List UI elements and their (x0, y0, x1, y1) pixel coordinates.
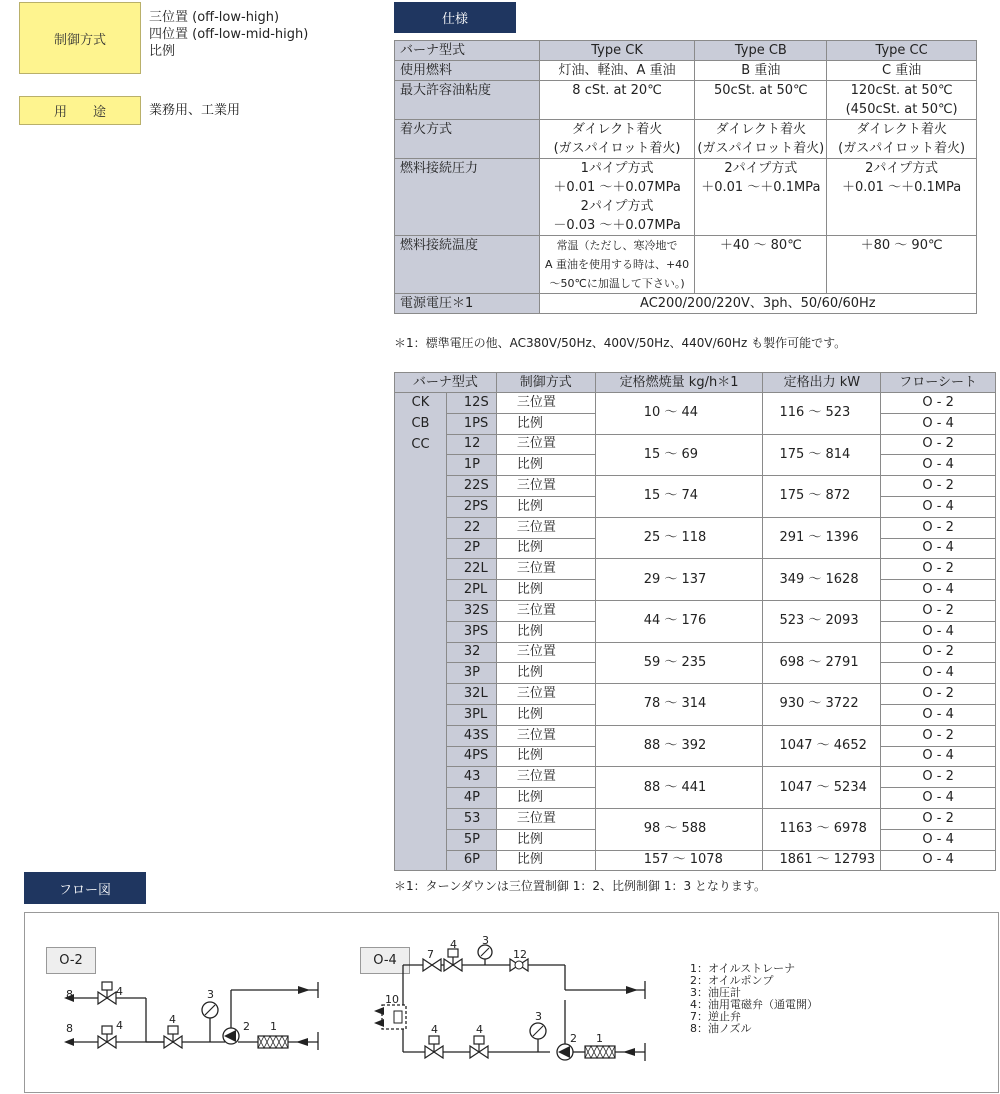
model-row (395, 517, 996, 538)
model-flowsheet: O - 4 (881, 704, 996, 725)
spec-cell (539, 159, 695, 236)
model-row (395, 434, 996, 455)
spec-col-header: バーナ型式 (395, 41, 540, 61)
model-flowsheet: O - 4 (881, 663, 996, 684)
model-code: 5P (446, 829, 496, 850)
model-code: 3P (446, 663, 496, 684)
model-control: 三位置 (496, 725, 595, 746)
flow-diagram-o4 (370, 934, 670, 1070)
control-option: 比例 (149, 44, 176, 59)
model-family-cell (395, 393, 447, 871)
model-flowsheet: O - 4 (881, 538, 996, 559)
control-option: 三位置 (off-low-high) (149, 10, 280, 25)
model-control: 三位置 (496, 476, 595, 497)
model-range: 25 ～ 118 (595, 517, 763, 559)
model-range: 15 ～ 69 (595, 434, 763, 476)
spec-footnote: ＊1：標準電圧の他、AC380V/50Hz、400V/50Hz、440V/60Hz も製作可能です。 (394, 336, 847, 350)
model-code: 22L (446, 559, 496, 580)
legend-item: 7：逆止弁 (690, 1010, 741, 1023)
model-control: 三位置 (496, 393, 595, 414)
model-family: CB (411, 415, 430, 431)
model-output: 1047 ～ 4652 (763, 725, 881, 767)
o2-label: 4 (169, 1013, 176, 1026)
spec-row (395, 159, 977, 236)
model-range: 44 ～ 176 (595, 600, 763, 642)
model-output: 930 ～ 3722 (763, 684, 881, 726)
model-control: 比例 (496, 663, 595, 684)
model-row (395, 393, 996, 414)
model-footnote: ＊1：ターンダウンは三位置制御 1：2、比例制御 1：3 となります。 (394, 879, 766, 893)
model-row (395, 684, 996, 705)
model-col-header: 定格燃焼量 kg/h＊1 (595, 373, 763, 393)
model-range: 88 ～ 441 (595, 767, 763, 809)
spec-cell-line: ～50℃に加温して下さい。) (549, 277, 685, 290)
spec-table (394, 40, 977, 314)
spec-col-header: Type CK (539, 41, 695, 61)
model-range: 157 ～ 1078 (595, 850, 763, 871)
spec-row (395, 120, 977, 159)
model-row (395, 476, 996, 497)
model-code: 2PS (446, 496, 496, 517)
spec-cell-line: (ガスパイロット着火) (838, 141, 966, 156)
o4-label: 3 (482, 934, 489, 947)
spec-cell-line: A 重油を使用する時は、+40 (544, 258, 690, 271)
model-output: 116 ～ 523 (763, 393, 881, 435)
model-flowsheet: O - 2 (881, 725, 996, 746)
model-flowsheet: O - 2 (881, 559, 996, 580)
spec-cell (539, 61, 695, 81)
spec-row-label: 燃料接続圧力 (395, 159, 540, 236)
spec-cell-line: ダイレクト着火 (715, 122, 807, 137)
diagram-tag-o2: O-2 (46, 947, 96, 974)
model-code: 32L (446, 684, 496, 705)
spec-cell (539, 120, 695, 159)
model-control: 比例 (496, 538, 595, 559)
model-flowsheet: O - 2 (881, 808, 996, 829)
spec-cell-line: C 重油 (882, 63, 922, 78)
model-range: 98 ～ 588 (595, 808, 763, 850)
o4-label: 4 (431, 1023, 438, 1036)
spec-row-label: 電源電圧＊1 (395, 294, 540, 314)
spec-col-header: Type CC (827, 41, 977, 61)
spec-voltage-value: AC200/200/220V、3ph、50/60/60Hz (539, 294, 976, 314)
o2-label: 1 (270, 1020, 277, 1033)
spec-cell-line: (450cSt. at 50℃) (845, 102, 958, 117)
spec-cell (827, 159, 977, 236)
model-code: 12 (446, 434, 496, 455)
model-range: 78 ～ 314 (595, 684, 763, 726)
model-control: 三位置 (496, 434, 595, 455)
spec-cell-line: ＋0.01 ～＋0.07MPa (553, 180, 681, 195)
model-output: 1861 ～ 12793 (763, 850, 881, 871)
o4-label: 4 (450, 938, 457, 951)
model-code: 1PS (446, 413, 496, 434)
spec-cell-line: ダイレクト着火 (571, 122, 663, 137)
flow-diagram-o2 (60, 970, 330, 1080)
model-code: 22 (446, 517, 496, 538)
o4-label: 3 (535, 1010, 542, 1023)
model-flowsheet: O - 4 (881, 829, 996, 850)
spec-cell-line: ＋80 ～ 90℃ (860, 238, 943, 253)
spec-cell-line: (ガスパイロット着火) (553, 141, 681, 156)
model-control: 比例 (496, 704, 595, 725)
model-control: 比例 (496, 580, 595, 601)
spec-cell (827, 61, 977, 81)
model-control: 比例 (496, 850, 595, 871)
model-code: 4PS (446, 746, 496, 767)
spec-row (395, 236, 977, 294)
model-control: 比例 (496, 413, 595, 434)
spec-cell (827, 236, 977, 294)
model-code: 4P (446, 788, 496, 809)
spec-cell-line: 常温（ただし、寒冷地で (556, 239, 678, 252)
model-code: 6P (446, 850, 496, 871)
o4-label: 12 (513, 948, 527, 961)
spec-cell (695, 159, 827, 236)
model-range: 59 ～ 235 (595, 642, 763, 684)
spec-row (395, 81, 977, 120)
model-range: 15 ～ 74 (595, 476, 763, 518)
model-table (394, 372, 996, 871)
flow-legend (690, 963, 818, 1035)
model-range: 29 ～ 137 (595, 559, 763, 601)
model-output: 1047 ～ 5234 (763, 767, 881, 809)
spec-cell-line: ＋40 ～ 80℃ (719, 238, 802, 253)
model-col-header: 制御方式 (496, 373, 595, 393)
model-flowsheet: O - 2 (881, 476, 996, 497)
model-flowsheet: O - 4 (881, 496, 996, 517)
usage-label: 用 途 (19, 96, 141, 125)
model-code: 32S (446, 600, 496, 621)
model-output: 175 ～ 814 (763, 434, 881, 476)
model-output: 291 ～ 1396 (763, 517, 881, 559)
o2-label: 2 (243, 1020, 250, 1033)
model-flowsheet: O - 4 (881, 746, 996, 767)
model-code: 53 (446, 808, 496, 829)
spec-cell-line: 2パイプ方式 (580, 199, 654, 214)
legend-item: 4：油用電磁弁（通電開） (690, 998, 818, 1011)
model-flowsheet: O - 2 (881, 600, 996, 621)
spec-col-header: Type CB (695, 41, 827, 61)
model-output: 349 ～ 1628 (763, 559, 881, 601)
model-row (395, 642, 996, 663)
spec-cell-line: 2パイプ方式 (724, 161, 798, 176)
o2-label: 8 (66, 1022, 73, 1035)
model-control: 三位置 (496, 600, 595, 621)
spec-cell-line: 灯油、軽油、A 重油 (558, 63, 676, 78)
spec-row-label: 使用燃料 (395, 61, 540, 81)
model-control: 三位置 (496, 808, 595, 829)
model-code: 3PS (446, 621, 496, 642)
model-flowsheet: O - 2 (881, 642, 996, 663)
model-control: 比例 (496, 496, 595, 517)
spec-row-label: 燃料接続温度 (395, 236, 540, 294)
model-code: 2PL (446, 580, 496, 601)
legend-item: 3：油圧計 (690, 986, 741, 999)
model-output: 1163 ～ 6978 (763, 808, 881, 850)
o4-label: 10 (385, 993, 399, 1006)
model-row (395, 725, 996, 746)
model-range: 88 ～ 392 (595, 725, 763, 767)
o2-label: 4 (116, 985, 123, 998)
model-flowsheet: O - 2 (881, 517, 996, 538)
spec-row-label: 最大許容油粘度 (395, 81, 540, 120)
spec-cell (695, 236, 827, 294)
spec-header-row (395, 41, 977, 61)
control-options (149, 9, 308, 60)
spec-cell-line: 8 cSt. at 20℃ (572, 83, 662, 98)
model-header-row (395, 373, 996, 393)
model-code: 32 (446, 642, 496, 663)
model-flowsheet: O - 2 (881, 767, 996, 788)
o4-label: 7 (427, 948, 434, 961)
spec-cell (539, 81, 695, 120)
model-code: 12S (446, 393, 496, 414)
spec-cell (695, 120, 827, 159)
model-col-header: バーナ型式 (395, 373, 497, 393)
spec-cell-line: (ガスパイロット着火) (697, 141, 825, 156)
legend-item: 1：オイルストレーナ (690, 962, 796, 975)
flow-header: フロー図 (24, 872, 146, 904)
model-flowsheet: O - 2 (881, 434, 996, 455)
spec-cell-line: 1パイプ方式 (580, 161, 654, 176)
spec-cell-line: 2パイプ方式 (865, 161, 939, 176)
diagram-tag-o4: O-4 (360, 947, 410, 974)
model-control: 比例 (496, 621, 595, 642)
model-row (395, 850, 996, 871)
spec-row (395, 61, 977, 81)
o2-label: 3 (207, 988, 214, 1001)
model-output: 175 ～ 872 (763, 476, 881, 518)
model-flowsheet: O - 4 (881, 621, 996, 642)
o2-label: 8 (66, 988, 73, 1001)
spec-header: 仕様 (394, 2, 516, 33)
spec-cell (695, 81, 827, 120)
model-control: 比例 (496, 455, 595, 476)
model-flowsheet: O - 2 (881, 393, 996, 414)
model-control: 比例 (496, 788, 595, 809)
model-row (395, 767, 996, 788)
spec-cell-line: ＋0.01 ～＋0.1MPa (842, 180, 962, 195)
model-output: 523 ～ 2093 (763, 600, 881, 642)
spec-row (395, 294, 977, 314)
spec-cell (827, 81, 977, 120)
spec-cell-line: －0.03 ～＋0.07MPa (553, 218, 681, 233)
model-control: 三位置 (496, 642, 595, 663)
model-family: CK (411, 395, 430, 410)
model-flowsheet: O - 4 (881, 850, 996, 871)
o4-label: 1 (596, 1032, 603, 1045)
spec-cell-line: ダイレクト着火 (856, 122, 947, 137)
model-family: CC (411, 436, 430, 452)
model-range: 10 ～ 44 (595, 393, 763, 435)
model-control: 比例 (496, 829, 595, 850)
o4-label: 2 (570, 1032, 577, 1045)
legend-item: 8：油ノズル (690, 1022, 752, 1035)
spec-cell (827, 120, 977, 159)
model-control: 三位置 (496, 559, 595, 580)
model-flowsheet: O - 4 (881, 788, 996, 809)
model-code: 43S (446, 725, 496, 746)
model-control: 三位置 (496, 684, 595, 705)
model-code: 1P (446, 455, 496, 476)
spec-cell-line: 120cSt. at 50℃ (850, 83, 953, 98)
o4-label: 4 (476, 1023, 483, 1036)
model-code: 3PL (446, 704, 496, 725)
model-flowsheet: O - 2 (881, 684, 996, 705)
model-control: 三位置 (496, 767, 595, 788)
model-code: 43 (446, 767, 496, 788)
spec-cell (695, 61, 827, 81)
legend-item: 2：オイルポンプ (690, 974, 774, 987)
model-code: 2P (446, 538, 496, 559)
control-label: 制御方式 (19, 2, 141, 74)
spec-cell (539, 236, 695, 294)
model-col-header: 定格出力 kW (763, 373, 881, 393)
model-output: 698 ～ 2791 (763, 642, 881, 684)
model-control: 比例 (496, 746, 595, 767)
model-flowsheet: O - 4 (881, 455, 996, 476)
spec-cell-line: B 重油 (741, 63, 781, 78)
spec-cell-line: ＋0.01 ～＋0.1MPa (701, 180, 821, 195)
model-row (395, 600, 996, 621)
spec-cell-line: 50cSt. at 50℃ (714, 83, 808, 98)
control-option: 四位置 (off-low-mid-high) (149, 27, 309, 42)
spec-row-label: 着火方式 (395, 120, 540, 159)
model-flowsheet: O - 4 (881, 413, 996, 434)
model-code: 22S (446, 476, 496, 497)
usage-text: 業務用、工業用 (149, 103, 241, 118)
model-flowsheet: O - 4 (881, 580, 996, 601)
model-row (395, 808, 996, 829)
o2-label: 4 (116, 1019, 123, 1032)
model-col-header: フローシート (881, 373, 996, 393)
model-row (395, 559, 996, 580)
model-control: 三位置 (496, 517, 595, 538)
